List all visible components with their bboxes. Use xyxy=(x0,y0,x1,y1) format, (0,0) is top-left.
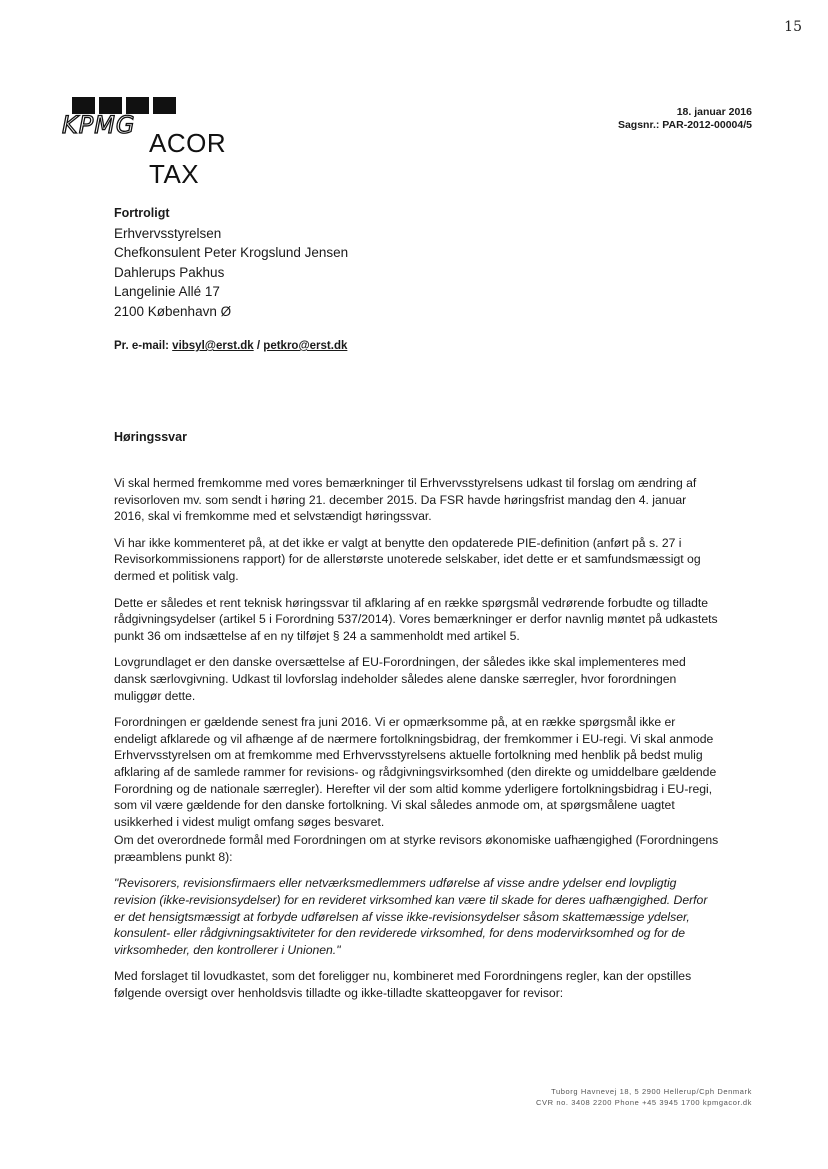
confidential-label: Fortroligt xyxy=(114,206,170,220)
case-number: Sagsnr.: PAR-2012-00004/5 xyxy=(617,119,752,131)
page-footer xyxy=(536,1086,752,1108)
email-prefix: Pr. e-mail: xyxy=(114,340,173,352)
address-line: Dahlerups Pakhus xyxy=(114,264,225,280)
date-block xyxy=(618,106,752,132)
address-line: 2100 København Ø xyxy=(114,303,232,319)
letter-date: 18. januar 2016 xyxy=(676,106,752,118)
page-number: 15 xyxy=(784,19,802,35)
body-paragraph: Dette er således et rent teknisk høringssvar til afklaring af en række spørgsmål vedrørende forbudte og tilladte rådgivningsydelser (artikel 5 i Forordning 537/2014). Vores bemærkninger er derfor navnlig møntet på udkastets punkt 36 om indsættelse af en ny tilføjet § 24 a sammenholdt med artikel 5. xyxy=(114,595,718,643)
kpmg-acor-tax-logo xyxy=(60,97,280,189)
body-paragraph: Om det overordnede formål med Forordningen om at styrke revisors økonomiske uafhængighed (Forordningens præamblens punkt 8): xyxy=(114,833,719,864)
body-paragraph: Med forslaget til lovudkastet, som det foreligger nu, kombineret med Forordningens regler, kan der opstilles følgende oversigt over henholdsvis tilladte og ikke-tilladte skatteopgaver for revisor: xyxy=(114,969,692,1001)
address-line: Langelinie Allé 17 xyxy=(114,284,220,299)
body-paragraph: Vi skal hermed fremkomme med vores bemærkninger til Erhvervsstyrelsens udkast til forslag om ændring af revisorloven mv. som sendt i høring 21. december 2015. Da FSR havde høringsfrist mandag den 4. januar 2016, skal vi fremkomme med et selvstændigt høringssvar. xyxy=(114,476,697,524)
quoted-preamble: "Revisorers, revisionsfirmaers eller netværksmedlemmers udførelse af visse andre ydelser end lovpligtig revision (ikke-revisionsydelser) for en revideret virksomhed kan være til skade for deres uafhængighed. Derfor er det hensigtsmæssigt at forbyde udførelsen af visse ikke-revisionsydelser såsom skattemæssige ydelser, konsulent- eller rådgivningsaktiviteter for den reviderede virksomhed, for dens modervirksomhed og for de virksomheder, den kontrollerer i Unionen." xyxy=(114,876,708,957)
email-link-1[interactable]: vibsyl@erst.dk xyxy=(172,340,254,352)
email-link-2[interactable]: petkro@erst.dk xyxy=(263,340,348,352)
footer-contact: CVR no. 3408 2200 Phone +45 3945 1700 kpmgacor.dk xyxy=(536,1098,752,1107)
section-heading: Høringssvar xyxy=(114,430,187,444)
acor-tax-logo-text: ACOR TAX xyxy=(149,128,227,189)
address-line: Chefkonsulent Peter Krogslund Jensen xyxy=(114,245,349,260)
footer-address: Tuborg Havnevej 18, 5 2900 Hellerup/Cph Denmark xyxy=(551,1087,752,1096)
kpmg-logo-text: KPMG xyxy=(62,111,136,139)
email-line xyxy=(114,340,347,352)
recipient-address xyxy=(114,204,348,321)
body-paragraph: Forordningen er gældende senest fra juni 2016. Vi er opmærksomme på, at en række spørgsmål ikke er endeligt afklarede og vil afhænge af de nærmere fortolkningsbidrag, der fremkommer i EU-regi. Vi skal anmode Erhvervsstyrelsen om at fremkomme med Erhvervsstyrelsens aktuelle fortolkning med henblik på bedst mulig afklaring af de samlede rammer for revisions- og rådgivningsvirksomhed (den direkte og umiddelbare gældende Forordning og de nationale særregler). Herefter vil der som altid komme yderligere fortolkningsbidrag i EU-regi, som vil være gældende for den danske fortolkning. Vi skal således anmode om, at spørgsmålene uagtet usikkerhed i videst muligt omfang søges besvaret. xyxy=(114,715,717,829)
letter-body xyxy=(114,475,720,1012)
body-paragraph: Lovgrundlaget er den danske oversættelse af EU-Forordningen, der således ikke skal implementeres med dansk særlovgivning. Udkast til lovforslag indeholder således alene danske særregler, hvor forordningen muliggør dette. xyxy=(114,655,686,703)
email-separator: / xyxy=(253,340,264,352)
body-paragraph: Vi har ikke kommenteret på, at det ikke er valgt at benytte den opdaterede PIE-definition (anført på s. 27 i Revisorkommissionens rapport) for de allerstørste unoterede selskaber, idet dette er et samfundsmæssigt og dermed et politisk valg. xyxy=(114,535,701,583)
address-line: Erhvervsstyrelsen xyxy=(114,225,222,241)
